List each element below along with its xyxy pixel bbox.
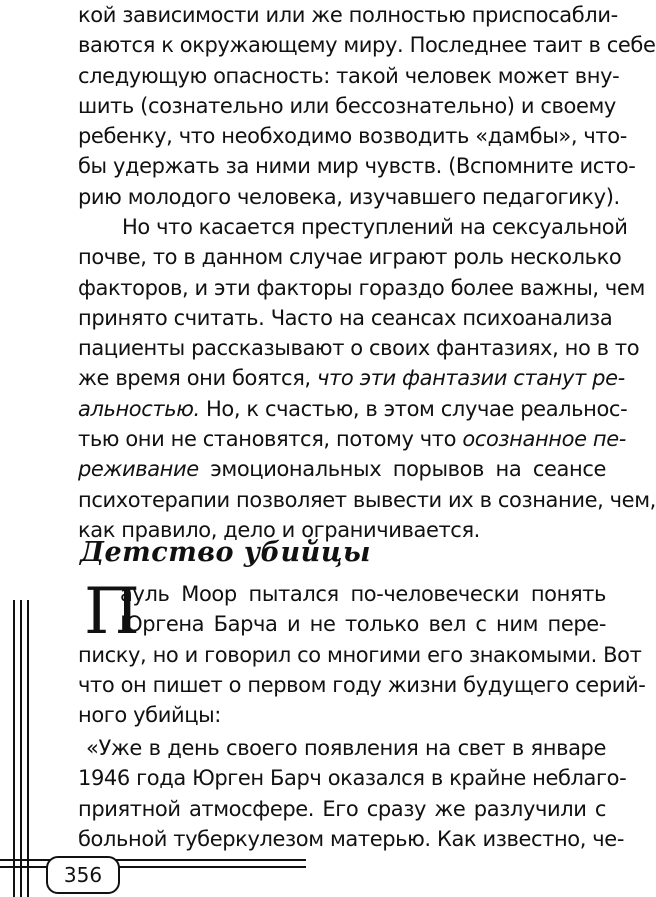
text-line: принято считать. Часто на сеансах психоанализа — [78, 305, 613, 330]
margin-rule — [27, 600, 29, 897]
section-heading: Детство убийцы — [80, 537, 371, 568]
paragraph-4 — [78, 733, 627, 854]
text-line: Но что касается преступлений на сексуальной — [122, 215, 628, 239]
footer-rule — [0, 859, 306, 861]
italic-phrase: реживание — [78, 457, 199, 482]
drop-cap: П — [84, 575, 140, 649]
text-line: что он пишет о первом году жизни будущего серий- — [78, 672, 646, 697]
text-line: психотерапии позволяет вывести их в сознание, чем, — [78, 487, 656, 512]
text-line: пациенты рассказывают о своих фантазиях, но в то — [78, 336, 640, 361]
text-line: больной туберкулезом матерью. Как известно, че- — [78, 826, 625, 851]
text-line: 1946 года Юрген Барч оказался в крайне неблаго- — [78, 766, 627, 791]
page-number: 356 — [46, 856, 120, 894]
paragraph-1 — [78, 0, 656, 212]
text-line: «Уже в день своего появления на свет в январе — [86, 736, 606, 760]
margin-rule — [20, 600, 22, 897]
italic-phrase: что эти фантазии станут ре- — [317, 366, 625, 391]
text-line: факторов, и эти факторы гораздо более важны, чем — [78, 275, 645, 300]
italic-phrase: осознанное пе- — [462, 427, 626, 452]
paragraph-2 — [78, 212, 656, 545]
text-line-with-italic: альностью. Но, к счастью, в этом случае реальнос- — [78, 396, 628, 421]
text-line: почве, то в данном случае играют роль несколько — [78, 245, 622, 270]
margin-rule — [13, 600, 15, 897]
text-line: писку, но и говорил со многими его знакомыми. Вот — [78, 642, 642, 667]
text-line: ребенку, что необходимо возводить «дамбы», что- — [78, 124, 627, 149]
text-line-with-italic: тью они не становятся, потому что осознанное пе- — [78, 427, 626, 452]
text-line-with-italic: реживание эмоциональных порывов на сеансе — [78, 457, 606, 482]
text-line: бы удержать за ними мир чувств. (Вспомните исто- — [78, 154, 636, 179]
text-line: приятной атмосфере. Его сразу же разлучили с — [78, 796, 606, 821]
text-line-with-italic: же время они боятся, что эти фантазии станут ре- — [78, 366, 625, 391]
text-line: ного убийцы: — [78, 703, 221, 728]
text-line: следующую опасность: такой человек может вну- — [78, 63, 620, 88]
text-line: ауль Моор пытался по-человечески понять — [120, 582, 606, 606]
italic-phrase: альностью. — [78, 396, 200, 421]
text-line: рию молодого человека, изучавшего педагогику). — [78, 184, 620, 209]
text-line: шить (сознательно или бессознательно) и своему — [78, 93, 616, 118]
text-line: кой зависимости или же полностью приспосабли- — [78, 3, 618, 27]
paragraph-3 — [78, 575, 646, 730]
text-line: как правило, дело и ограничивается. — [78, 517, 480, 542]
text-line: Юргена Барча и не только вел с ним пере- — [120, 612, 606, 637]
text-line: ваются к окружающему миру. Последнее таит в себе — [78, 33, 656, 58]
